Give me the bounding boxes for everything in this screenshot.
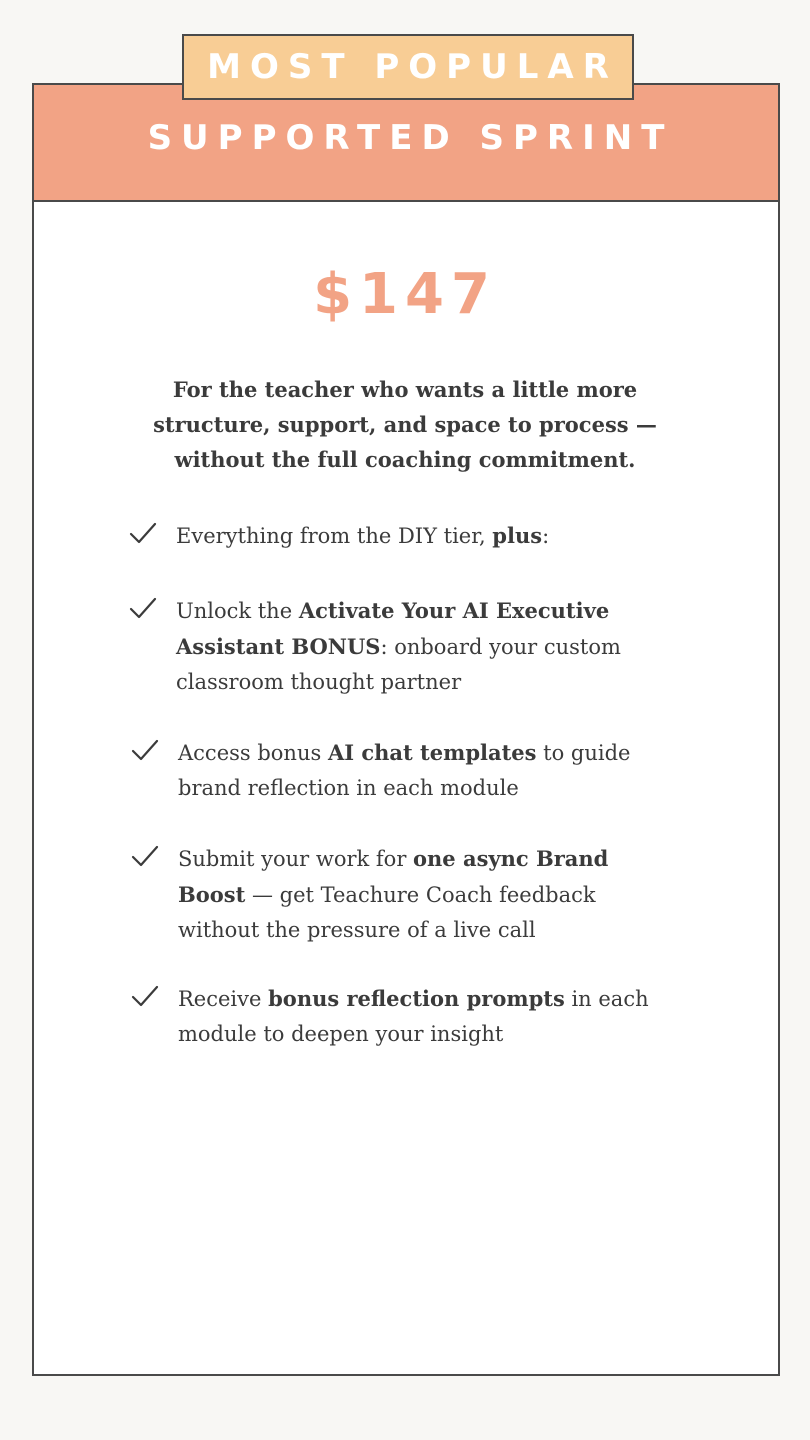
feature-item <box>128 518 676 554</box>
feature-highlight: bonus reflection prompts <box>268 986 565 1011</box>
feature-item <box>130 981 678 1052</box>
feature-item <box>130 841 678 948</box>
feature-highlight: plus <box>492 523 543 548</box>
feature-highlight: AI chat templates <box>327 740 537 765</box>
feature-item <box>128 593 676 700</box>
card-header <box>34 85 778 202</box>
plan-name: SUPPORTED SPRINT <box>147 117 674 158</box>
check-icon <box>128 519 158 549</box>
plan-price: $147 <box>313 262 497 327</box>
feature-text: Submit your work for one async Brand Boost — get Teachure Coach feedback without the pressure of a live call <box>178 846 609 942</box>
badge-label: MOST POPULAR <box>207 47 618 87</box>
most-popular-badge <box>182 34 634 100</box>
feature-item <box>130 735 678 806</box>
check-icon <box>128 594 158 624</box>
check-icon <box>130 842 160 872</box>
feature-text: Unlock the Activate Your AI Executive Assistant BONUS: onboard your custom classroom thought partner <box>176 598 621 694</box>
plan-tagline: For the teacher who wants a little more structure, support, and space to process — without the full coaching commitment. <box>153 377 657 472</box>
feature-highlight: Activate Your AI Executive Assistant BONUS <box>176 598 610 659</box>
feature-text: Receive bonus reflection prompts in each module to deepen your insight <box>178 986 649 1046</box>
feature-text: Everything from the DIY tier, plus: <box>176 523 550 548</box>
feature-text: Access bonus AI chat templates to guide brand reflection in each module <box>178 740 631 800</box>
feature-highlight: one async Brand Boost <box>178 846 609 907</box>
check-icon <box>130 982 160 1012</box>
check-icon <box>130 736 160 766</box>
